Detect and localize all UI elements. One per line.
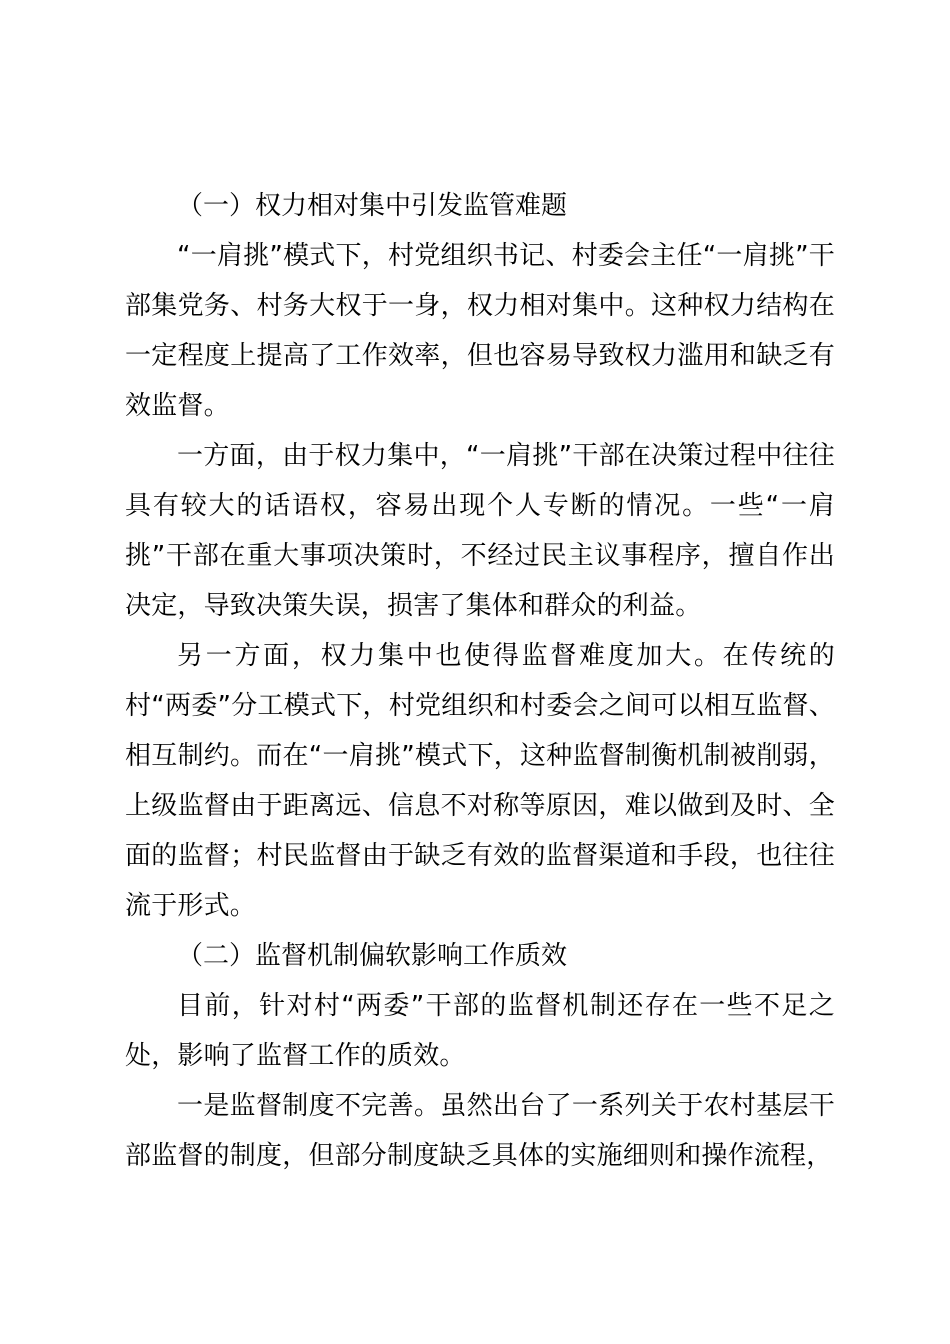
- paragraph: 一是监督制度不完善。虽然出台了一系列关于农村基层干部监督的制度，但部分制度缺乏具体的实施细则和操作流程，: [125, 1091, 835, 1171]
- section-heading-1: （一）权力相对集中引发监管难题: [177, 191, 568, 221]
- document-body: [125, 181, 835, 1181]
- paragraph: 一方面，由于权力集中，“一肩挑”干部在决策过程中往往具有较大的话语权，容易出现个人专断的情况。一些“一肩挑”干部在重大事项决策时，不经过民主议事程序，擅自作出决定，导致决策失误，损害了集体和群众的利益。: [125, 441, 835, 621]
- paragraph: “一肩挑”模式下，村党组织书记、村委会主任“一肩挑”干部集党务、村务大权于一身，权力相对集中。这种权力结构在一定程度上提高了工作效率，但也容易导致权力滥用和缺乏有效监督。: [125, 241, 835, 421]
- paragraph: 目前，针对村“两委”干部的监督机制还存在一些不足之处，影响了监督工作的质效。: [125, 991, 835, 1071]
- paragraph: 另一方面，权力集中也使得监督难度加大。在传统的村“两委”分工模式下，村党组织和村委会之间可以相互监督、相互制约。而在“一肩挑”模式下，这种监督制衡机制被削弱，上级监督由于距离远、信息不对称等原因，难以做到及时、全面的监督；村民监督由于缺乏有效的监督渠道和手段，也往往流于形式。: [125, 641, 835, 921]
- section-heading-2: （二）监督机制偏软影响工作质效: [177, 941, 568, 971]
